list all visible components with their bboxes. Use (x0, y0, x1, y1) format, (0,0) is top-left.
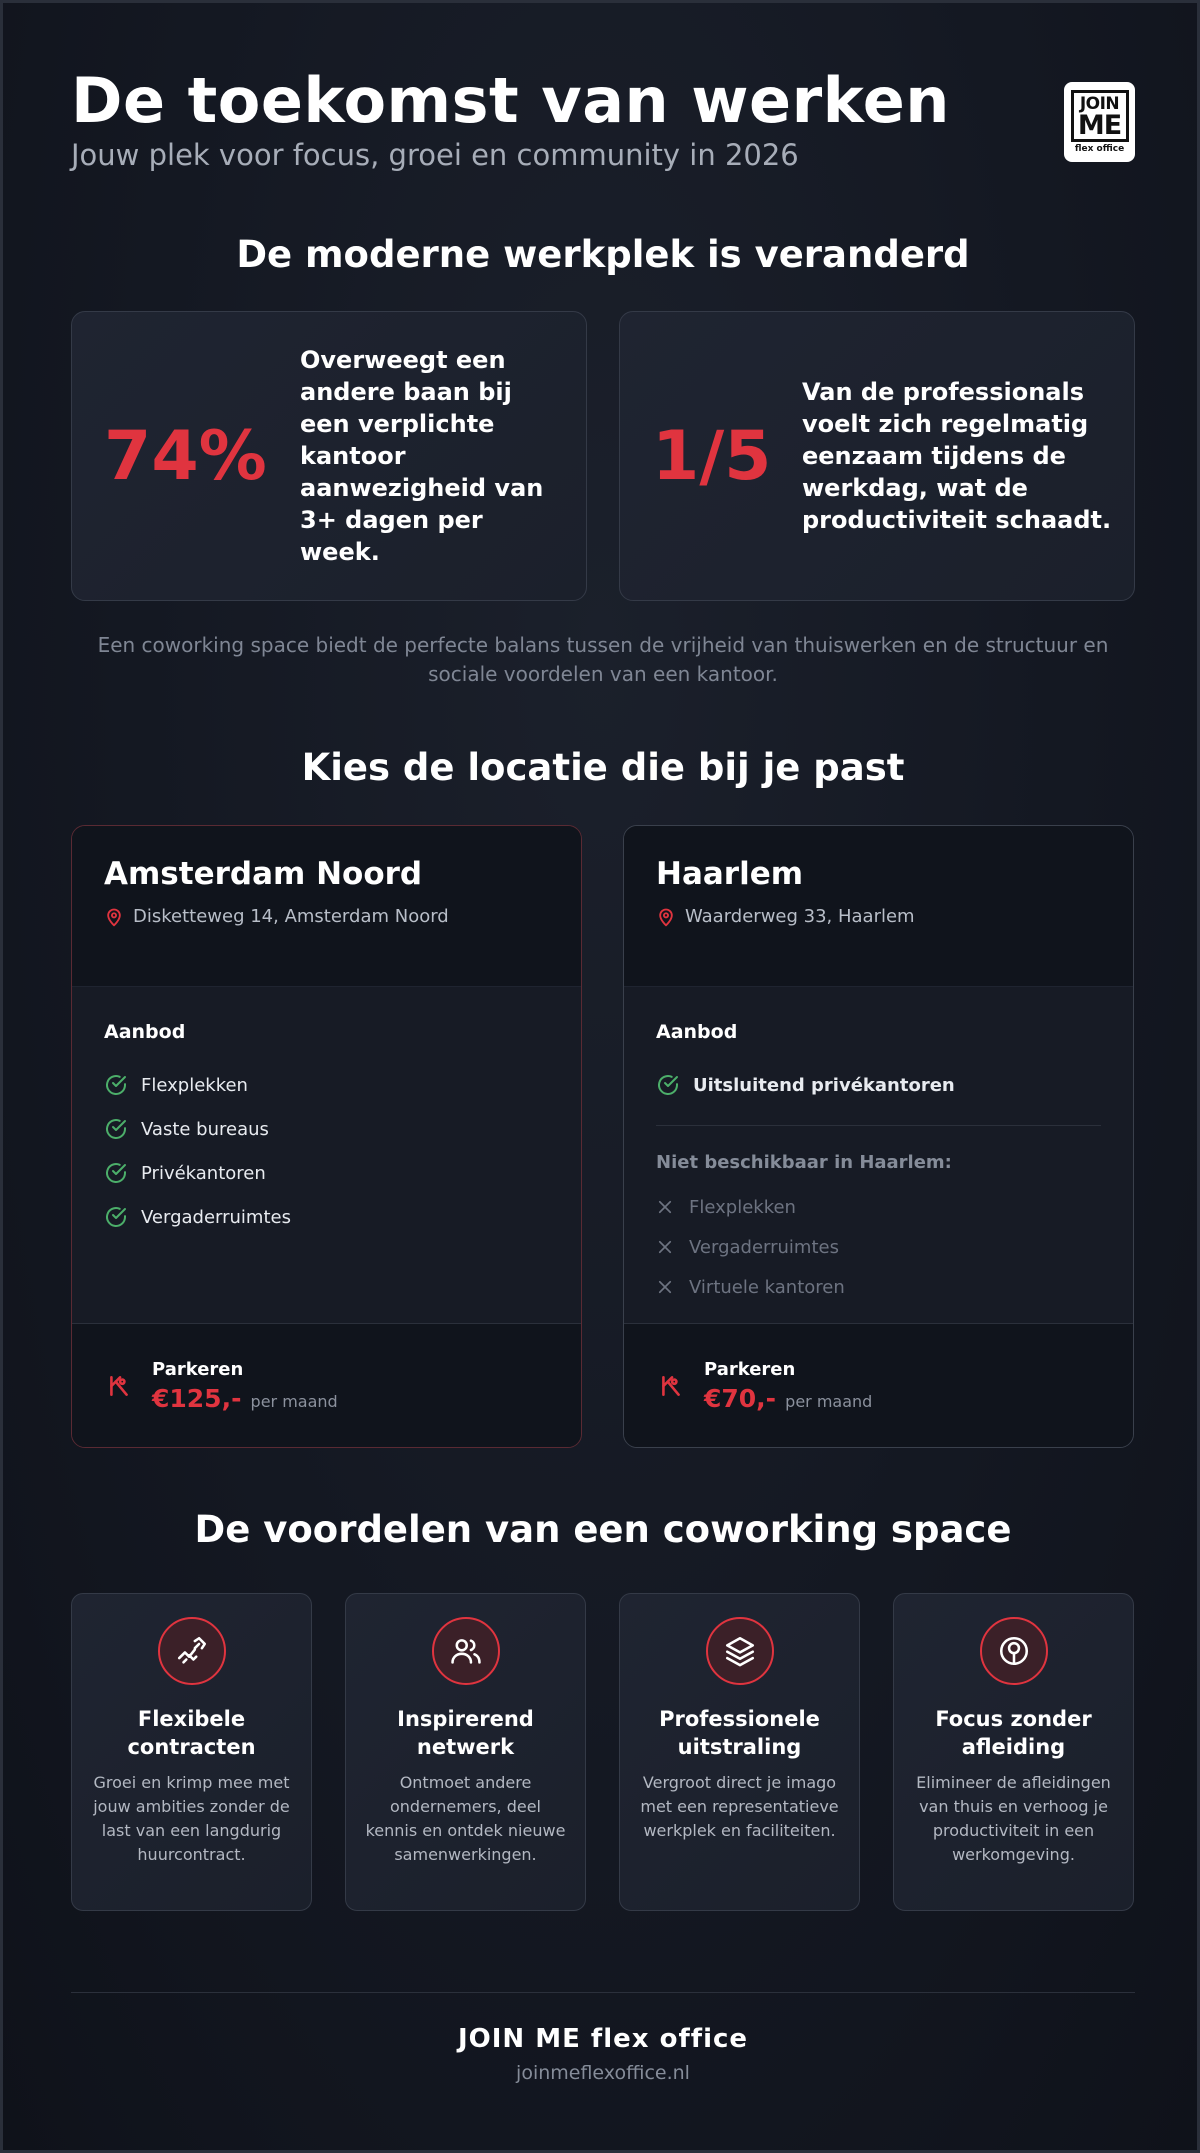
layers-icon (723, 1634, 757, 1668)
page-title: De toekomst van werken (71, 64, 950, 137)
location-card-amsterdam[interactable] (71, 825, 582, 1448)
divider (656, 1125, 1101, 1126)
stat-card-74 (71, 311, 587, 601)
map-pin-icon (656, 907, 676, 927)
offer-title: Aanbod (656, 1021, 738, 1043)
locations-section-title: Kies de locatie die bij je past (301, 746, 905, 789)
unavailable-label: Flexplekken (689, 1196, 796, 1218)
check-circle-icon (656, 1073, 680, 1097)
footer-brand: JOIN ME flex office (457, 2024, 749, 2054)
feature-item (104, 1195, 549, 1239)
location-address (656, 906, 1101, 927)
benefit-title: Inspirerend netwerk (397, 1707, 534, 1759)
brand-logo (1064, 82, 1135, 162)
logo-box (1071, 90, 1129, 142)
parking-info (624, 1324, 1133, 1448)
location-header (624, 826, 1133, 986)
location-offer (624, 986, 1133, 1324)
parking-price-row (704, 1384, 872, 1413)
parking-price: €70,- (704, 1384, 777, 1413)
logo-line-join: JOIN (1079, 94, 1120, 114)
stat-value: 74% (104, 416, 267, 496)
benefit-title: Professionele uitstraling (659, 1707, 820, 1759)
benefit-icon-circle (432, 1617, 500, 1685)
location-name: Haarlem (656, 856, 804, 892)
check-circle-icon (104, 1205, 128, 1229)
stat-text: Van de professionals voelt zich regelmatig eenzaam tijdens de werkdag, wat de productiviteit schaadt. (802, 378, 1112, 534)
unavailable-label: Virtuele kantoren (689, 1276, 845, 1298)
parking-label: Parkeren (152, 1359, 244, 1380)
x-icon (656, 1198, 674, 1216)
parking-period: per maand (785, 1392, 873, 1411)
feature-label: Flexplekken (141, 1074, 248, 1096)
map-pin-icon (104, 907, 124, 927)
logo-line-me: ME (1077, 110, 1122, 141)
intro-text: Een coworking space biedt de perfecte balans tussen de vrijheid van thuiswerken en de structuur en sociale voordelen van een kantoor. (97, 633, 1109, 686)
footer-divider (71, 1992, 1135, 1993)
unavailable-label: Vergaderruimtes (689, 1236, 839, 1258)
feature-label: Vaste bureaus (141, 1118, 269, 1140)
parking-label: Parkeren (704, 1359, 796, 1380)
benefits-section-title: De voordelen van een coworking space (194, 1508, 1012, 1551)
users-icon (449, 1634, 483, 1668)
address-text: Waarderweg 33, Haarlem (685, 906, 915, 927)
logo-line-flex-office: flex office (1074, 144, 1125, 154)
stat-value: 1/5 (652, 416, 772, 496)
unavailable-item (656, 1187, 1101, 1227)
header (71, 65, 1135, 175)
benefit-description: Elimineer de afleidingen van thuis en verhoog je productiviteit in een werkomgeving. (916, 1773, 1111, 1864)
benefit-title: Focus zonder afleiding (935, 1707, 1092, 1759)
benefit-card-professional (619, 1593, 860, 1911)
parking-period: per maand (250, 1392, 338, 1411)
parking-price-row (152, 1384, 338, 1413)
unavailable-item (656, 1227, 1101, 1267)
benefit-description: Vergroot direct je imago met een representatieve werkplek en faciliteiten. (640, 1773, 839, 1840)
handshake-icon (175, 1634, 209, 1668)
parking-icon (106, 1373, 132, 1399)
benefit-description: Ontmoet andere ondernemers, deel kennis en ontdek nieuwe samenwerkingen. (365, 1773, 566, 1864)
feature-label: Privékantoren (141, 1162, 266, 1184)
stats-section-title: De moderne werkplek is veranderd (236, 233, 970, 276)
location-offer (72, 986, 581, 1324)
unavailable-item (656, 1267, 1101, 1307)
benefit-card-focus (893, 1593, 1134, 1911)
x-icon (656, 1238, 674, 1256)
benefit-icon-circle (158, 1617, 226, 1685)
parking-icon (658, 1373, 684, 1399)
parking-price: €125,- (152, 1384, 242, 1413)
benefit-icon-circle (706, 1617, 774, 1685)
location-address (104, 906, 549, 927)
location-name: Amsterdam Noord (104, 856, 423, 892)
offer-title: Aanbod (104, 1021, 186, 1043)
benefit-card-flexible (71, 1593, 312, 1911)
check-circle-icon (104, 1117, 128, 1141)
stat-card-1-5 (619, 311, 1135, 601)
benefit-card-network (345, 1593, 586, 1911)
focus-icon (997, 1634, 1031, 1668)
feature-item (104, 1107, 549, 1151)
benefit-icon-circle (980, 1617, 1048, 1685)
benefit-title: Flexibele contracten (127, 1707, 256, 1759)
unavailable-title: Niet beschikbaar in Haarlem: (656, 1152, 952, 1173)
check-circle-icon (104, 1073, 128, 1097)
feature-item (656, 1063, 1101, 1107)
stat-text: Overweegt een andere baan bij een verplichte kantoor aanwezigheid van 3+ dagen per week. (300, 346, 544, 566)
location-card-haarlem[interactable] (623, 825, 1134, 1448)
feature-label: Uitsluitend privékantoren (693, 1074, 955, 1096)
check-circle-icon (104, 1161, 128, 1185)
location-header (72, 826, 581, 986)
parking-info (72, 1324, 581, 1448)
address-text: Disketteweg 14, Amsterdam Noord (133, 906, 449, 927)
page-subtitle: Jouw plek voor focus, groei en community in 2026 (71, 138, 799, 172)
feature-label: Vergaderruimtes (141, 1206, 291, 1228)
feature-item (104, 1063, 549, 1107)
footer-website-link[interactable]: joinmeflexoffice.nl (516, 2062, 690, 2084)
x-icon (656, 1278, 674, 1296)
benefit-description: Groei en krimp mee met jouw ambities zonder de last van een langdurig huurcontract. (93, 1773, 290, 1864)
feature-item (104, 1151, 549, 1195)
